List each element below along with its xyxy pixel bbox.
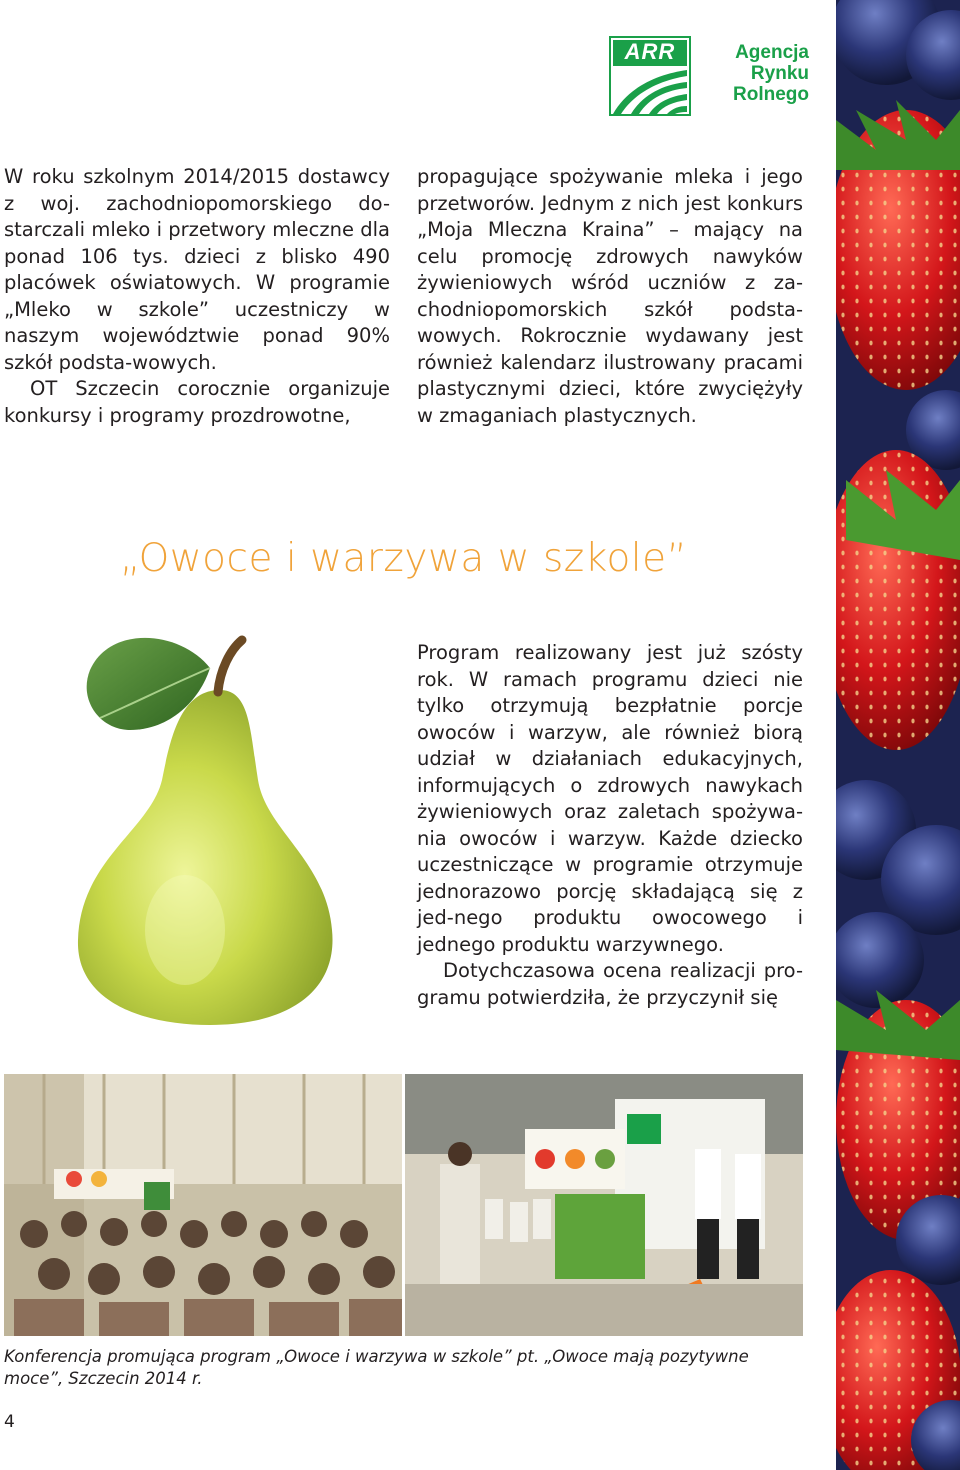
logo-line-2: Rynku [750,63,809,84]
logo-agency-name [703,42,809,105]
logo-line-3: Rolnego [733,84,809,105]
logo-abbreviation: ARR [624,39,676,64]
paragraph: Program realizowany jest już szósty rok. W ramach programu dzieci nie tylko otrzymują bezpłatnie porcje owoców i warzyw, ale również biorą udział w działaniach edukacyjnych, informujących o zdrowych nawykach żywieniowych oraz zaletach spożywa-nia owoców i warzyw. Każde dziecko uczestniczące w programie otrzymuje jednorazowo porcję składającą się z jed-nego produktu owocowego i jednego produktu warzywnego. [417,641,803,956]
paragraph: propagujące spożywanie mleka i jego przetworów. Jednym z nich jest konkurs „Moja Mleczna Kraina” – mający na celu promocję zdrowych nawyków żywieniowych wśród uczniów z za-chodniopomorskich szkół podsta-wowych. Rokrocznie wydawany jest również kalendarz ilustrowany pracami plastycznymi dzieci, które zwyciężyły w zmaganiach plastycznych. [417,165,803,427]
paragraph: Dotychczasowa ocena realizacji pro-gramu potwierdziła, że przyczynił się [417,959,803,1009]
section-title: „Owoce i warzywa w szkole” [120,536,688,581]
text-column-left-top [4,164,390,429]
photo-caption: Konferencja promująca program „Owoce i warzywa w szkole” pt. „Owoce mają pozytywne moce”, Szczecin 2014 r. [4,1347,749,1388]
text-column-right-mid [417,640,803,1011]
fruit-border-image [836,0,960,1470]
arr-logo [609,36,809,120]
logo-line-1: Agencja [735,42,809,63]
conference-audience-photo [4,1074,402,1336]
paragraph: OT Szczecin corocznie organizuje konkursy i programy prozdrowotne, [4,377,390,427]
pear-image [70,630,410,1030]
page-number: 4 [4,1412,15,1432]
text-column-right-top [417,164,803,429]
conference-stage-photo [405,1074,803,1336]
paragraph: W roku szkolnym 2014/2015 dostawcy z woj. zachodniopomorskiego do-starczali mleko i przetwory mleczne dla ponad 106 tys. dzieci z blisko 490 placówek oświatowych. W programie „Mleko w szkole” uczestniczy w naszym województwie ponad 90% szkół podsta-wowych. [4,165,390,374]
